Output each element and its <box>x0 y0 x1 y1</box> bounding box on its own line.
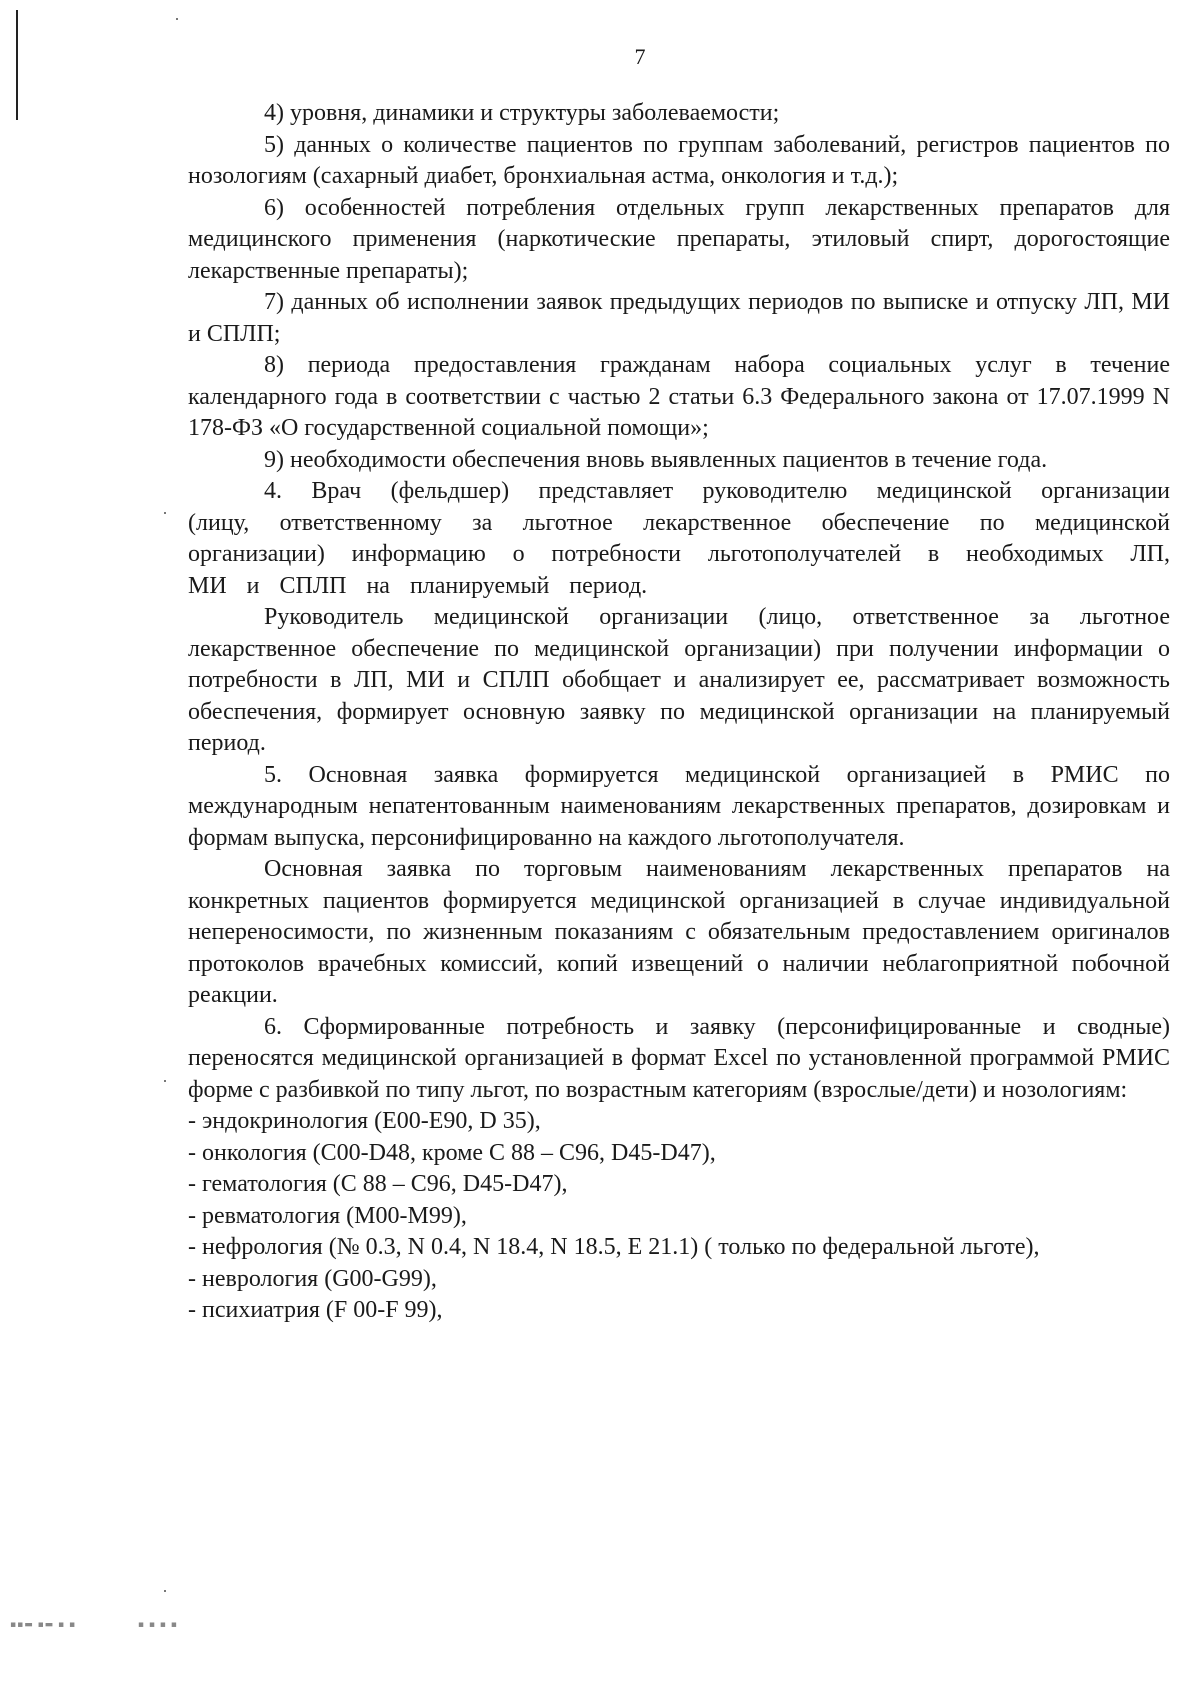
document-body <box>188 98 1170 1327</box>
list-item-nephrology: - нефрология (№ 0.3, N 0.4, N 18.4, N 18.5, Е 21.1) ( только по федеральной льготе), <box>188 1234 1040 1260</box>
list-item-neurology: - неврология (G00-G99), <box>188 1265 437 1292</box>
list-item-oncology: - онкология (С00-D48, кроме С 88 – С96, D45-D47), <box>188 1139 716 1166</box>
paragraph-item-4: 4) уровня, динамики и структуры заболеваемости; <box>264 100 780 126</box>
scan-artifact: ▪▪▬ ▪▬ ▪ ▪ ▪ ▪ ▪ ▪ <box>10 1620 178 1630</box>
list-item-rheumatology: - ревматология (М00-М99), <box>188 1202 467 1229</box>
paragraph-item-7: 7) данных об исполнении заявок предыдущих периодов по выписке и отпуску ЛП, МИ и СПЛП; <box>188 289 1170 347</box>
scan-speck <box>176 18 178 20</box>
list-item-psychiatry: - психиатрия (F 00-F 99), <box>188 1297 443 1323</box>
paragraph-section-4: 4. Врач (фельдшер) представляет руководителю медицинской организации (лицу, ответственному за льготное лекарственное обеспечение по медицинской организации) информацию о потребности льготополучателей в необходимых ЛП, МИ и СПЛП на планируемый период. <box>188 478 1170 599</box>
paragraph-item-8: 8) периода предоставления гражданам набора социальных услуг в течение календарного года в соответствии с частью 2 статьи 6.3 Федерального закона от 17.07.1999 N 178-ФЗ «О государственной социальной помощи»; <box>188 352 1170 441</box>
paragraph-head-duties: Руководитель медицинской организации (лицо, ответственное за льготное лекарственное обеспечение по медицинской организации) при получении информации о потребности в ЛП, МИ и СПЛП обобщает и анализирует ее, рассматривает возможность обеспечения, формирует основную заявку по медицинской организации на планируемый период. <box>188 604 1170 756</box>
list-item-endocrinology: - эндокринология (Е00-Е90, D 35), <box>188 1108 541 1134</box>
paragraph-trade-names: Основная заявка по торговым наименованиям лекарственных препаратов на конкретных пациентов формируется медицинской организацией в случае индивидуальной непереносимости, по жизненным показаниям с обязательным предоставлением оригиналов протоколов врачебных комиссий, копий извещений о наличии неблагоприятной побочной реакции. <box>188 856 1170 1008</box>
scan-speck <box>164 1590 166 1592</box>
paragraph-section-6: 6. Сформированные потребность и заявку (персонифицированные и сводные) переносятся медицинской организацией в формат Excel по установленной программой РМИС форме с разбивкой по типу льгот, по возрастным категориям (взрослые/дети) и нозологиям: <box>188 1013 1170 1103</box>
paragraph-item-5: 5) данных о количестве пациентов по группам заболеваний, регистров пациентов по нозологиям (сахарный диабет, бронхиальная астма, онкология и т.д.); <box>188 131 1170 189</box>
scan-speck <box>164 1080 166 1082</box>
page-number: 7 <box>634 44 646 69</box>
paragraph-item-6: 6) особенностей потребления отдельных групп лекарственных препаратов для медицинского применения (наркотические препараты, этиловый спирт, дорогостоящие лекарственные препараты); <box>188 194 1170 284</box>
list-item-hematology: - гематология (С 88 – С96, D45-D47), <box>188 1171 568 1197</box>
paragraph-item-9: 9) необходимости обеспечения вновь выявленных пациентов в течение года. <box>264 446 1048 473</box>
scan-speck <box>164 512 166 514</box>
paragraph-section-5: 5. Основная заявка формируется медицинской организацией в РМИС по международным непатентованным наименованиям лекарственных препаратов, дозировкам и формам выпуска, персонифицированно на каждого льготополучателя. <box>188 761 1170 851</box>
